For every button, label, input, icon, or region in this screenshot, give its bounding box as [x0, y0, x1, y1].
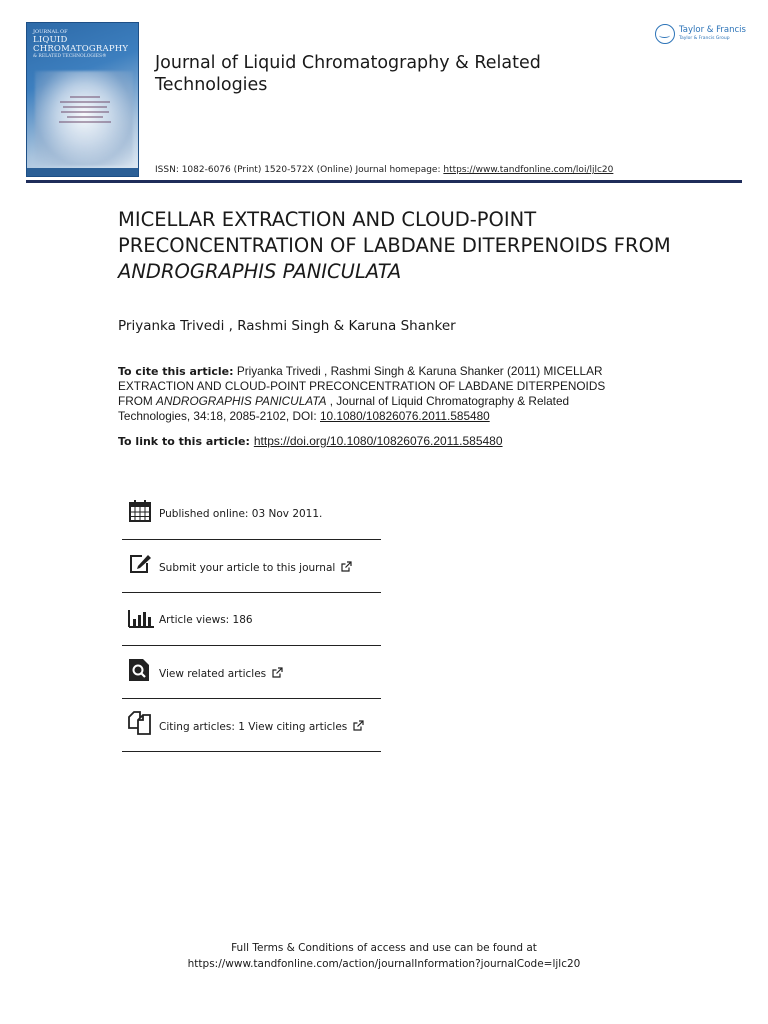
citation-species: ANDROGRAPHIS PANICULATA	[156, 394, 327, 408]
cover-subtitle: & RELATED TECHNOLOGIES®	[33, 54, 107, 59]
info-item-label: Published online: 03 Nov 2011.	[159, 508, 323, 520]
terms-link[interactable]: https://www.tandfonline.com/action/journalInformation?journalCode=ljlc20	[187, 957, 581, 970]
header-divider	[26, 180, 742, 183]
info-item-label: Article views: 186	[159, 614, 253, 626]
article-link-line	[118, 434, 503, 448]
submit-article-link[interactable]: Submit your article to this journal	[159, 562, 336, 574]
edit-icon	[128, 552, 152, 576]
cover-title-line: CHROMATOGRAPHY	[33, 44, 129, 54]
citation-label: To cite this article:	[118, 365, 234, 378]
citing-articles-icon	[128, 711, 152, 735]
info-item-label	[159, 561, 352, 575]
cover-title	[33, 36, 128, 54]
info-item-views	[122, 593, 381, 646]
journal-title: Journal of Liquid Chromatography & Related Technologies	[155, 53, 541, 95]
publisher-group: Taylor & Francis Group	[679, 36, 730, 41]
calendar-icon	[128, 499, 152, 523]
citation-journal: , Journal of Liquid Chromatography & Related Technologies, 34:18, 2085-2102, DOI:	[118, 394, 570, 423]
terms-text: Full Terms & Conditions of access and use can be found at	[231, 942, 537, 954]
cover-text-lines	[57, 93, 112, 126]
publisher-logo-icon	[655, 24, 675, 44]
journal-homepage-link[interactable]: https://www.tandfonline.com/loi/ljlc20	[443, 165, 614, 175]
search-document-icon	[128, 658, 152, 682]
link-label: To link to this article:	[118, 435, 250, 448]
publisher-name: Taylor & Francis	[679, 25, 746, 35]
article-title-species: ANDROGRAPHIS PANICULATA	[118, 260, 402, 283]
article-title-main: MICELLAR EXTRACTION AND CLOUD-POINT PRECONCENTRATION OF LABDANE DITERPENOIDS FROM	[118, 208, 671, 257]
external-link-icon	[341, 561, 352, 575]
cover-footer-band	[27, 168, 138, 176]
article-doi-link[interactable]: https://doi.org/10.1080/10826076.2011.585480	[253, 434, 503, 448]
info-item-submit[interactable]	[122, 540, 381, 593]
issn-line	[155, 165, 613, 175]
info-item-label	[159, 720, 364, 734]
bar-chart-icon	[128, 605, 152, 629]
citation-text: Priyanka Trivedi , Rashmi Singh & Karuna Shanker (2011) MICELLAR EXTRACTION AND CLOUD-POINT PRECONCENTRATION OF LABDANE DITERPENOIDS FROM	[118, 364, 606, 408]
terms-footer	[0, 941, 768, 972]
publisher-logo	[655, 22, 755, 46]
article-authors: Priyanka Trivedi , Rashmi Singh & Karuna Shanker	[118, 318, 456, 334]
citing-articles-link[interactable]: Citing articles: 1 View citing articles	[159, 721, 348, 733]
issn-text: ISSN: 1082-6076 (Print) 1520-572X (Online) Journal homepage:	[155, 165, 444, 175]
external-link-icon	[353, 720, 364, 734]
info-item-related[interactable]	[122, 646, 381, 699]
citation-block	[118, 364, 638, 424]
citation-doi-link[interactable]: 10.1080/10826076.2011.585480	[320, 409, 490, 423]
cover-title-line: LIQUID	[33, 35, 68, 45]
info-item-label	[159, 667, 283, 681]
related-articles-link[interactable]: View related articles	[159, 668, 267, 680]
article-title	[118, 207, 678, 285]
cover-top-text: JOURNAL OF	[33, 29, 68, 35]
external-link-icon	[272, 667, 283, 681]
info-item-citing[interactable]	[122, 699, 381, 752]
info-item-published	[122, 487, 381, 540]
article-info-list	[122, 487, 381, 752]
journal-cover-image	[26, 22, 139, 177]
